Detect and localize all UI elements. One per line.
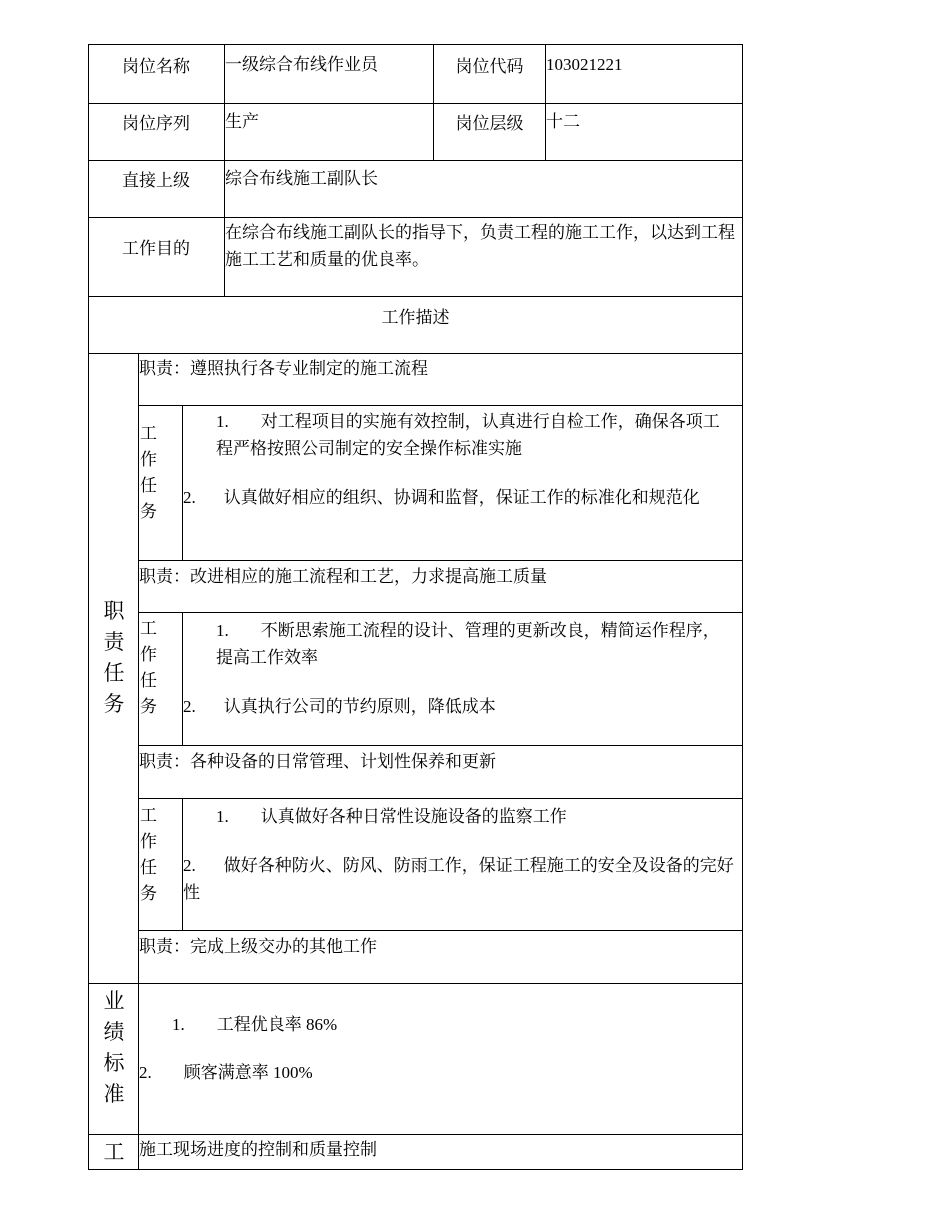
position-series-value: 生产 (225, 112, 259, 131)
performance-label: 业绩标准 (103, 989, 125, 1106)
table-border-right (742, 44, 743, 1170)
purpose-value: 在综合布线施工副队长的指导下，负责工程的施工工作，以达到工程施工工艺和质量的优良率。 (225, 223, 735, 269)
row-divider (138, 560, 743, 561)
task-label-3: 工作任务 (140, 806, 157, 903)
task-num: 2. (183, 488, 196, 507)
table-border-left (88, 44, 89, 1170)
task-num: 2. (183, 856, 196, 875)
table-border-bottom (88, 1169, 743, 1170)
row-divider (88, 160, 743, 161)
task-num: 1. (216, 621, 229, 640)
task-text: 认真做好各种日常性设施设备的监察工作 (260, 807, 567, 826)
description-title: 工作描述 (381, 308, 450, 327)
row-divider (138, 798, 743, 799)
position-series-label: 岗位序列 (122, 114, 190, 133)
position-level-value: 十二 (546, 112, 580, 131)
task-text: 不断思索施工流程的设计、管理的更新改良，精简运作程序，提高工作效率 (216, 621, 720, 667)
row-divider (88, 1134, 743, 1135)
table-border-top (88, 44, 743, 45)
position-code-label: 岗位代码 (455, 57, 524, 76)
position-code-value: 103021221 (546, 55, 623, 74)
row-divider (138, 745, 743, 746)
duty-4: 职责：完成上级交办的其他工作 (139, 937, 377, 956)
work-content: 施工现场进度的控制和质量控制 (139, 1140, 377, 1159)
row-divider (88, 296, 743, 297)
position-level-label: 岗位层级 (455, 114, 524, 133)
perf-text: 工程优良率 86% (216, 1015, 338, 1034)
duties-label: 职责任务 (103, 599, 125, 716)
performance-item-1 (139, 1011, 739, 1038)
task-label-1: 工作任务 (140, 424, 157, 521)
task-text: 做好各种防火、防风、防雨工作，保证工程施工的安全及设备的完好性 (183, 856, 734, 902)
position-name-label: 岗位名称 (122, 57, 190, 76)
perf-text: 顾客满意率 100% (183, 1063, 313, 1082)
row-divider (88, 103, 743, 104)
duty-3-task-2 (183, 852, 735, 906)
purpose-label: 工作目的 (122, 239, 190, 258)
task-text: 对工程项目的实施有效控制，认真进行自检工作，确保各项工程严格按照公司制定的安全操作标准实施 (216, 412, 720, 458)
perf-num: 2. (139, 1063, 152, 1082)
duty-2-task-1 (183, 617, 735, 671)
supervisor-value: 综合布线施工副队长 (225, 169, 378, 188)
duty-3: 职责：各种设备的日常管理、计划性保养和更新 (139, 752, 496, 771)
row-divider (88, 217, 743, 218)
duty-1-task-2 (183, 484, 735, 511)
position-name-value: 一级综合布线作业员 (225, 55, 378, 74)
task-text: 认真执行公司的节约原则，降低成本 (223, 697, 496, 716)
task-num: 2. (183, 697, 196, 716)
task-num: 1. (216, 412, 229, 431)
duty-3-task-1 (183, 803, 735, 830)
perf-num: 1. (172, 1015, 185, 1034)
duty-1-task-1 (183, 408, 735, 462)
duty-1: 职责：遵照执行各专业制定的施工流程 (139, 359, 428, 378)
work-label-partial: 工 (103, 1140, 125, 1164)
task-num: 1. (216, 807, 229, 826)
task-text: 认真做好相应的组织、协调和监督，保证工作的标准化和规范化 (223, 488, 700, 507)
row-divider (138, 930, 743, 931)
task-label-2: 工作任务 (140, 619, 157, 716)
row-divider (138, 405, 743, 406)
duty-2-task-2 (183, 693, 735, 720)
row-divider (138, 612, 743, 613)
supervisor-label: 直接上级 (122, 171, 190, 190)
performance-item-2 (139, 1059, 739, 1086)
duty-2: 职责：改进相应的施工流程和工艺，力求提高施工质量 (139, 567, 547, 586)
row-divider (88, 353, 743, 354)
row-divider (88, 983, 743, 984)
